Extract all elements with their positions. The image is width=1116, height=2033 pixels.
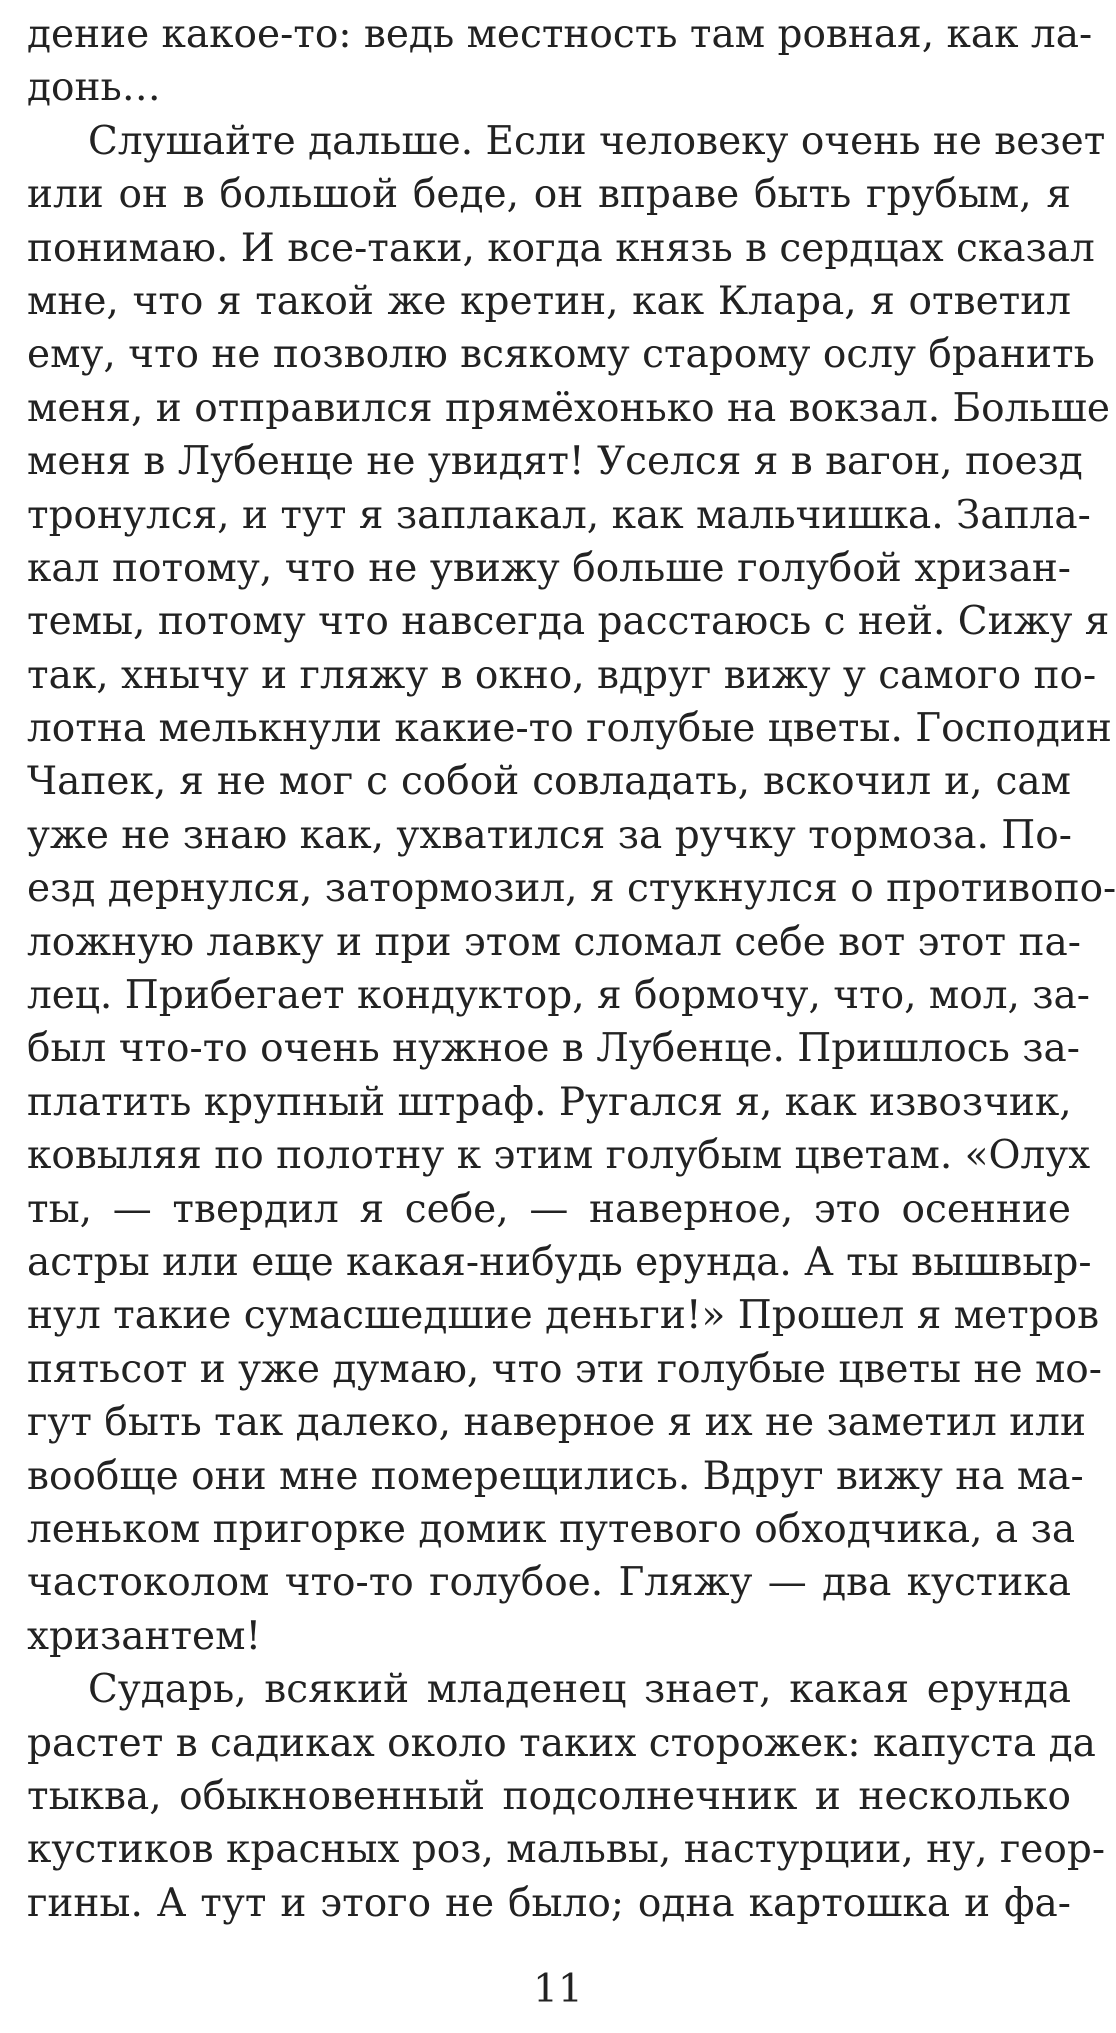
text-line: темы, потому что навсегда расстаюсь с ней. Сижу я: [27, 599, 1110, 645]
text-line: донь…: [27, 65, 161, 111]
text-line: тыква, обыкновенный подсолнечник и несколько: [27, 1773, 1071, 1819]
text-line: ты, — твердил я себе, — наверное, это осенние: [27, 1186, 1071, 1232]
text-line: гут быть так далеко, наверное я их не заметил или: [27, 1400, 1086, 1446]
text-line: кал потому, что не увижу больше голубой хризан-: [27, 545, 1071, 591]
text-line: растет в садиках около таких сторожек: капуста да: [27, 1720, 1096, 1766]
text-line: был что-то очень нужное в Лубенце. Пришлось за-: [27, 1026, 1080, 1072]
book-page-text: [27, 8, 1116, 1930]
text-line: езд дернулся, затормозил, я стукнулся о противопо-: [27, 866, 1116, 912]
text-line: понимаю. И все-таки, когда князь в сердцах сказал: [27, 225, 1095, 271]
paragraph-first-line: Сударь, всякий младенец знает, какая ерунда: [88, 1667, 1071, 1713]
text-line: ковыляя по полотну к этим голубым цветам. «Олух: [27, 1133, 1091, 1179]
text-line: частоколом что-то голубое. Гляжу — два кустика: [27, 1560, 1071, 1606]
text-line: астры или еще какая-нибудь ерунда. А ты вышвыр-: [27, 1239, 1092, 1285]
text-line: тронулся, и тут я заплакал, как мальчишка. Запла-: [27, 492, 1091, 538]
text-line: нул такие сумасшедшие деньги!» Прошел я метров: [27, 1293, 1100, 1339]
text-line: платить крупный штраф. Ругался я, как извозчик,: [27, 1079, 1072, 1125]
text-line: меня, и отправился прямёхонько на вокзал. Больше: [27, 385, 1110, 431]
text-line: меня в Лубенце не увидят! Уселся я в вагон, поезд: [27, 439, 1083, 485]
text-line: ложную лавку и при этом сломал себе вот этот па-: [27, 919, 1081, 965]
text-line: гины. А тут и этого не было; одна картошка и фа-: [27, 1880, 1071, 1926]
text-line: кустиков красных роз, мальвы, настурции, ну, геор-: [27, 1827, 1106, 1873]
paragraph-first-line: Слушайте дальше. Если человеку очень не везет: [88, 118, 1106, 164]
text-line: пятьсот и уже думаю, что эти голубые цветы не мо-: [27, 1346, 1102, 1392]
text-line: ему, что не позволю всякому старому ослу бранить: [27, 332, 1095, 378]
text-line: дение какое-то: ведь местность там ровная, как ла-: [27, 12, 1093, 57]
text-line: так, хнычу и гляжу в окно, вдруг вижу у самого по-: [27, 652, 1097, 698]
text-line: уже не знаю как, ухватился за ручку тормоза. По-: [27, 812, 1072, 858]
text-line: или он в большой беде, он вправе быть грубым, я: [27, 172, 1071, 218]
text-line: вообще они мне померещились. Вдруг вижу на ма-: [27, 1453, 1084, 1499]
text-line: хризантем!: [27, 1613, 262, 1659]
text-line: леньком пригорке домик путевого обходчика, а за: [27, 1506, 1076, 1552]
text-line: мне, что я такой же кретин, как Клара, я ответил: [27, 278, 1071, 324]
text-line: Чапек, я не мог с собой совладать, вскочил и, сам: [27, 759, 1071, 805]
text-line: лотна мелькнули какие-то голубые цветы. Господин: [27, 706, 1112, 752]
text-line: лец. Прибегает кондуктор, я бормочу, что, мол, за-: [27, 973, 1090, 1019]
page-number: 11: [533, 1967, 583, 2012]
